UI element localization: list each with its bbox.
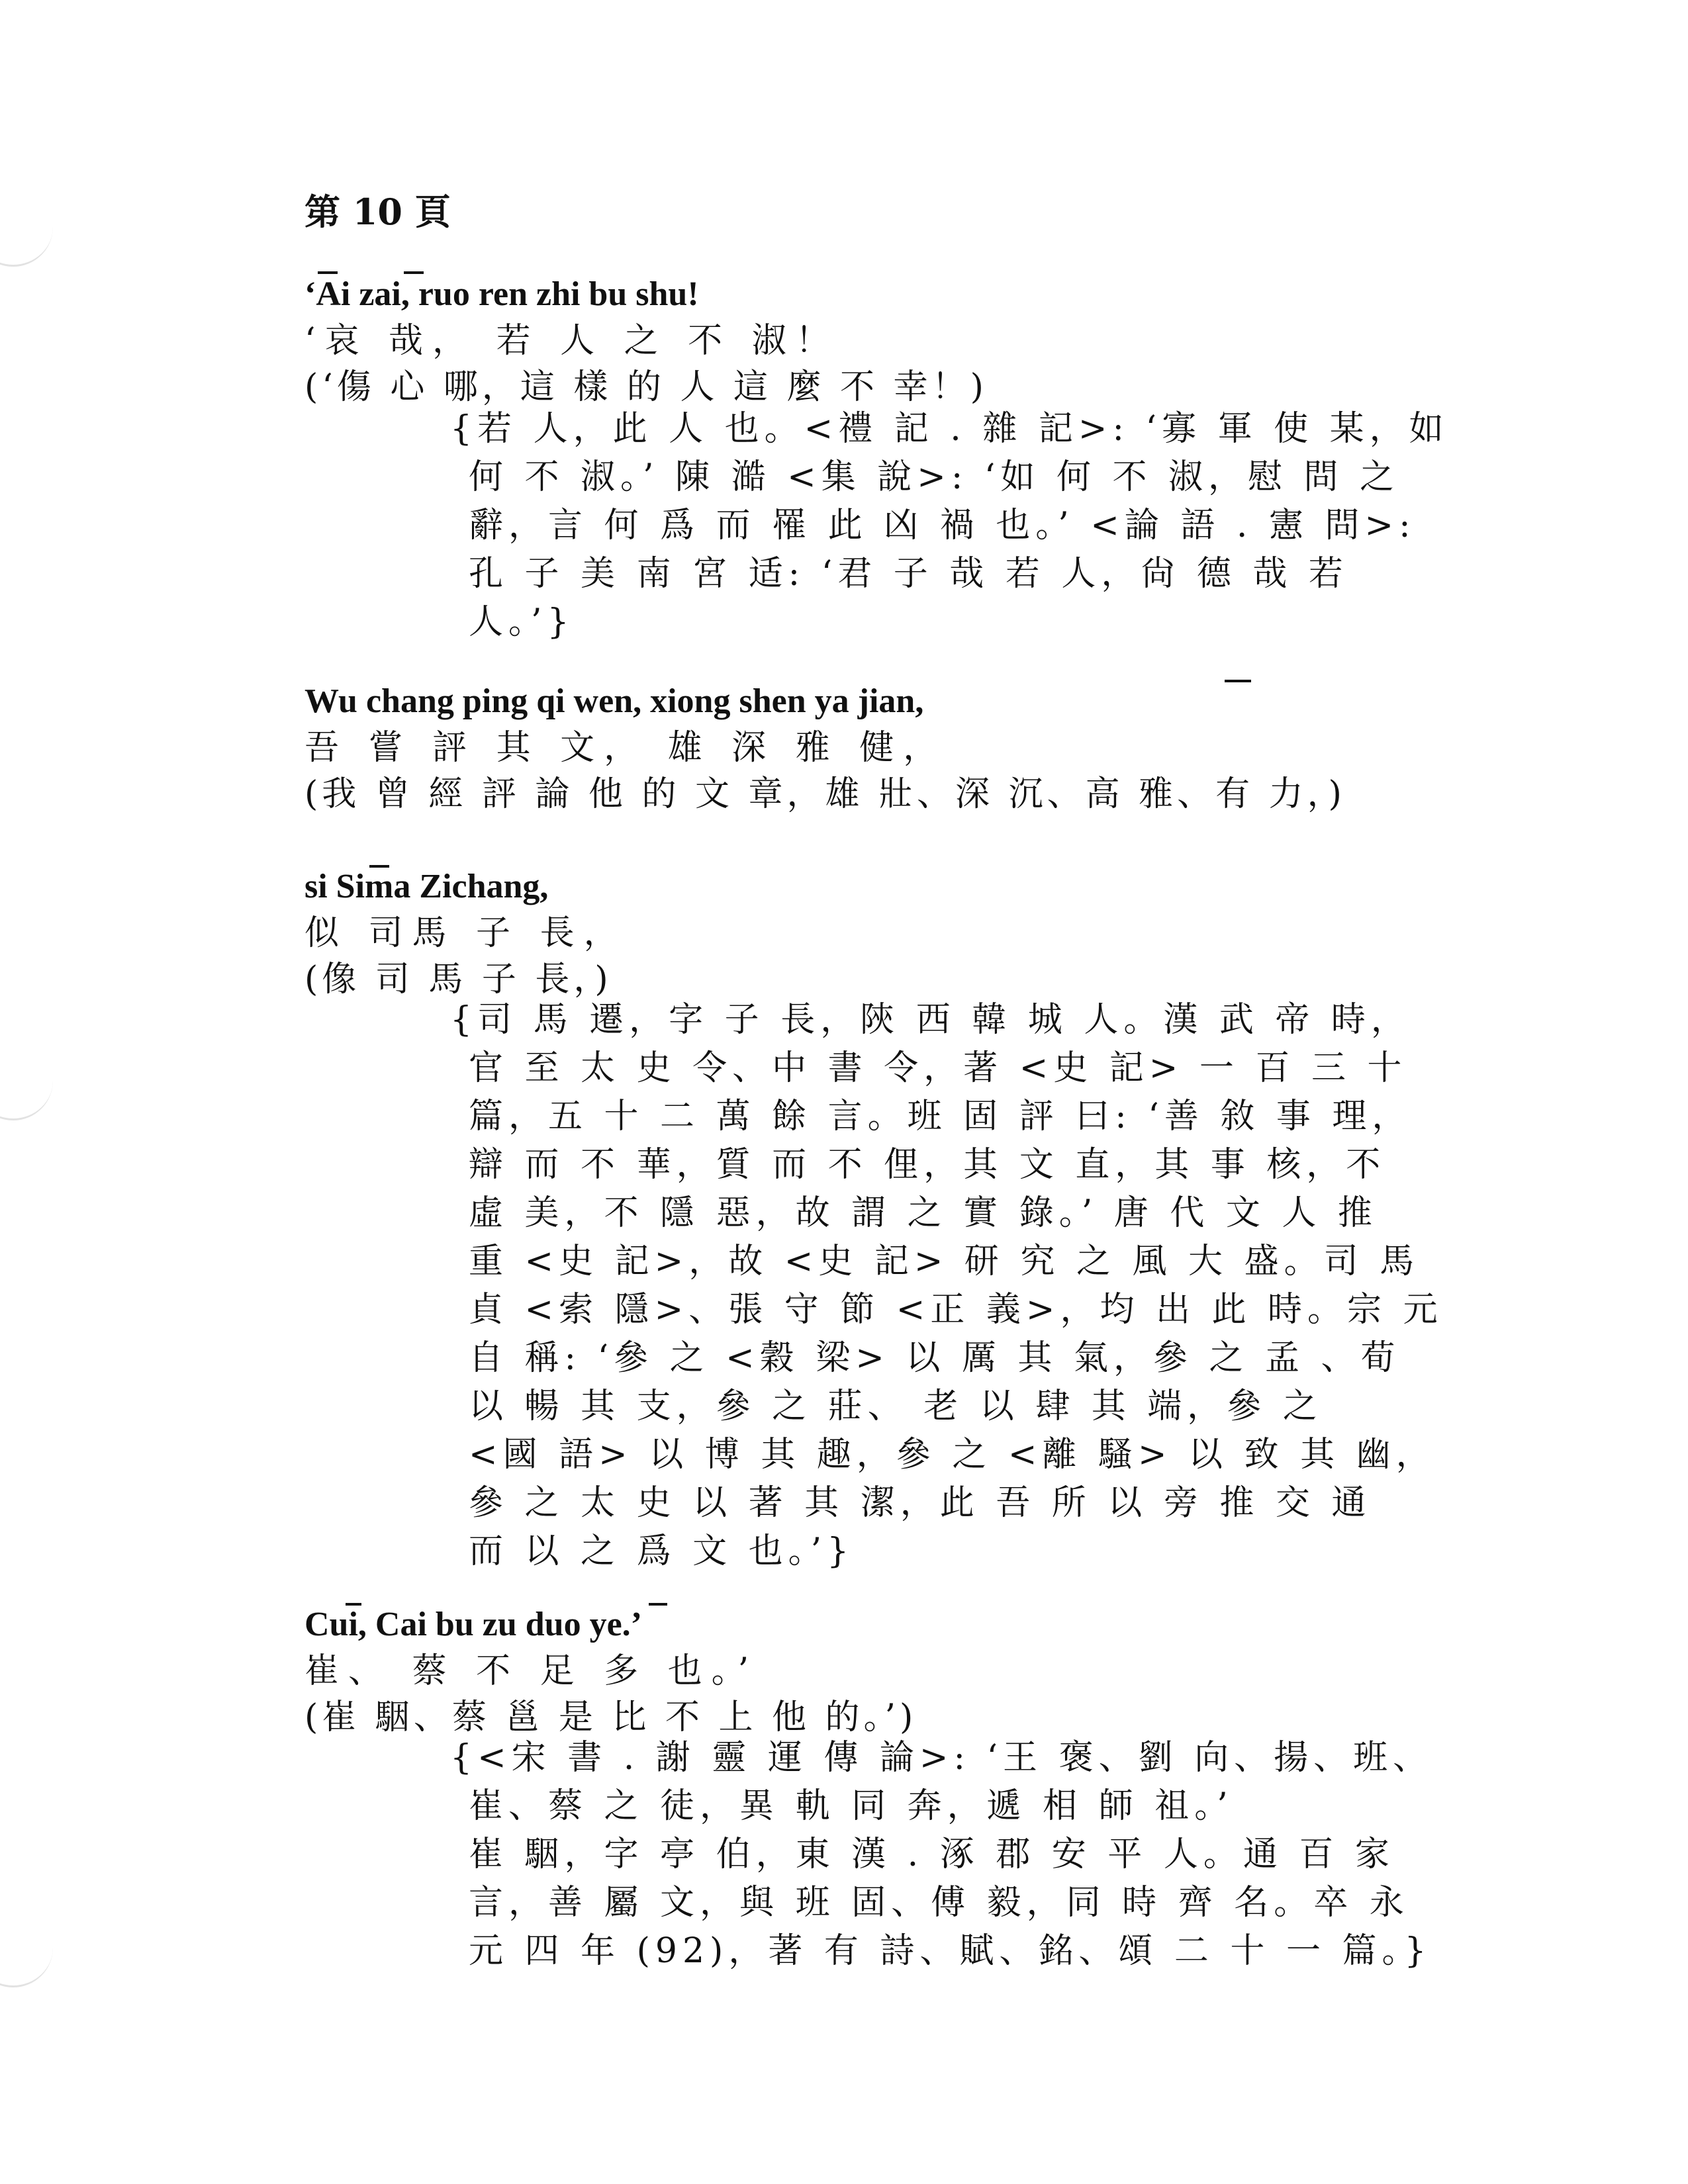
tone-mark: [318, 271, 338, 274]
annotation-line: 虛 美，不 隱 惡，故 謂 之 實 錄。’ 唐 代 文 人 推: [469, 1193, 1378, 1233]
annotation-line: {司 馬 遷，字 子 長，陝 西 韓 城 人。漢 武 帝 時，: [450, 1000, 1411, 1040]
annotation-line: {<宋 書 . 謝 靈 運 傳 論>: ‘王 褒、劉 向、揚、班、: [450, 1738, 1433, 1778]
pinyin-line: [305, 258, 988, 318]
chinese-line: 似 司馬 子 長，: [305, 913, 628, 953]
annotation-block: [450, 996, 1443, 1576]
verse-block: [305, 1588, 917, 1741]
annotation-line: 官 至 太 史 令、中 書 令，著 <史 記> 一 百 三 十: [469, 1048, 1407, 1088]
pinyin-line: [305, 850, 628, 910]
translation-line: (崔 駰、蔡 邕 是 比 不 上 他 的。’): [305, 1698, 917, 1737]
annotation-line: 重 <史 記>，故 <史 記> 研 究 之 風 大 盛。司 馬: [469, 1242, 1420, 1281]
chinese-line: 吾 嘗 評 其 文， 雄 深 雅 健，: [305, 728, 947, 768]
annotation-line: 崔、蔡 之 徒，異 軌 同 奔，遞 相 師 祖。’: [469, 1786, 1233, 1826]
pinyin-text: ‘Ai zai, ruo ren zhi bu shu!: [305, 275, 699, 313]
page-heading: 第 10 頁: [305, 191, 451, 233]
annotation-line: {若 人，此 人 也。<禮 記 . 雜 記>: ‘寡 軍 使 某，如: [450, 409, 1449, 449]
pinyin-line: [305, 1588, 917, 1648]
translation-line: (‘傷 心 哪，這 樣 的 人 這 麼 不 幸！): [305, 367, 988, 407]
punch-hole-mark: [0, 218, 53, 267]
verse-block: [305, 665, 1346, 817]
annotation-line: 崔 駰，字 亭 伯，東 漢 . 涿 郡 安 平 人。通 百 家: [469, 1835, 1395, 1874]
annotation-block: [450, 1734, 1433, 1976]
annotation-line: 而 以 之 爲 文 也。’}: [469, 1531, 855, 1571]
tone-mark: [346, 1603, 361, 1606]
chinese-line: 崔、 蔡 不 足 多 也。’: [305, 1651, 759, 1691]
annotation-line: 辯 而 不 華，質 而 不 俚，其 文 直，其 事 核，不: [469, 1145, 1386, 1185]
pinyin-text: si Sima Zichang,: [305, 868, 549, 905]
tone-mark: [369, 865, 389, 868]
tone-mark: [1225, 680, 1251, 682]
annotation-line: 言，善 屬 文，與 班 固、傅 毅，同 時 齊 名。卒 永: [469, 1883, 1409, 1923]
verse-block: [305, 258, 988, 410]
annotation-line: 以 暢 其 支，參 之 莊、 老 以 肆 其 端，參 之: [469, 1387, 1323, 1426]
punch-hole-mark: [0, 1939, 53, 1987]
annotation-block: [450, 405, 1449, 647]
annotation-line: <國 語> 以 博 其 趣，參 之 <離 騷> 以 致 其 幽，: [469, 1435, 1436, 1475]
pinyin-text: Cui, Cai bu zu duo ye.’: [305, 1606, 642, 1643]
verse-block: [305, 850, 628, 1003]
annotation-line: 自 稱: ‘參 之 <穀 梁> 以 厲 其 氣，參 之 孟 、荀: [469, 1338, 1401, 1378]
translation-line: (像 司 馬 子 長，): [305, 960, 612, 999]
pinyin-text: Wu chang ping qi wen, xiong shen ya jian,: [305, 682, 924, 720]
tone-mark: [649, 1603, 667, 1606]
pinyin-line: [305, 665, 1346, 725]
translation-line: (我 曾 經 評 論 他 的 文 章，雄 壯、深 沉、高 雅、有 力，): [305, 774, 1346, 814]
tone-mark: [404, 271, 424, 274]
annotation-line: 辭，言 何 爲 而 罹 此 凶 禍 也。’ <論 語 . 憲 問>:: [469, 506, 1416, 545]
chinese-line: ‘哀 哉， 若 人 之 不 淑！: [305, 321, 839, 361]
annotation-line: 何 不 淑。’ 陳 澔 <集 說>: ‘如 何 不 淑，慰 問 之: [469, 457, 1400, 497]
annotation-line: 人。’}: [469, 602, 575, 642]
annotation-line: 貞 <索 隱>、張 守 節 <正 義>，均 出 此 時。宗 元: [469, 1290, 1443, 1330]
punch-hole-mark: [0, 1072, 53, 1120]
annotation-line: 參 之 太 史 以 著 其 潔，此 吾 所 以 旁 推 交 通: [469, 1483, 1372, 1523]
annotation-line: 篇，五 十 二 萬 餘 言。班 固 評 曰: ‘善 敘 事 理，: [469, 1097, 1412, 1136]
annotation-line: 元 四 年 (92)，著 有 詩、賦、銘、頌 二 十 一 篇。}: [469, 1931, 1432, 1971]
annotation-line: 孔 子 美 南 宮 适: ‘君 子 哉 若 人，尙 德 哉 若: [469, 554, 1348, 594]
